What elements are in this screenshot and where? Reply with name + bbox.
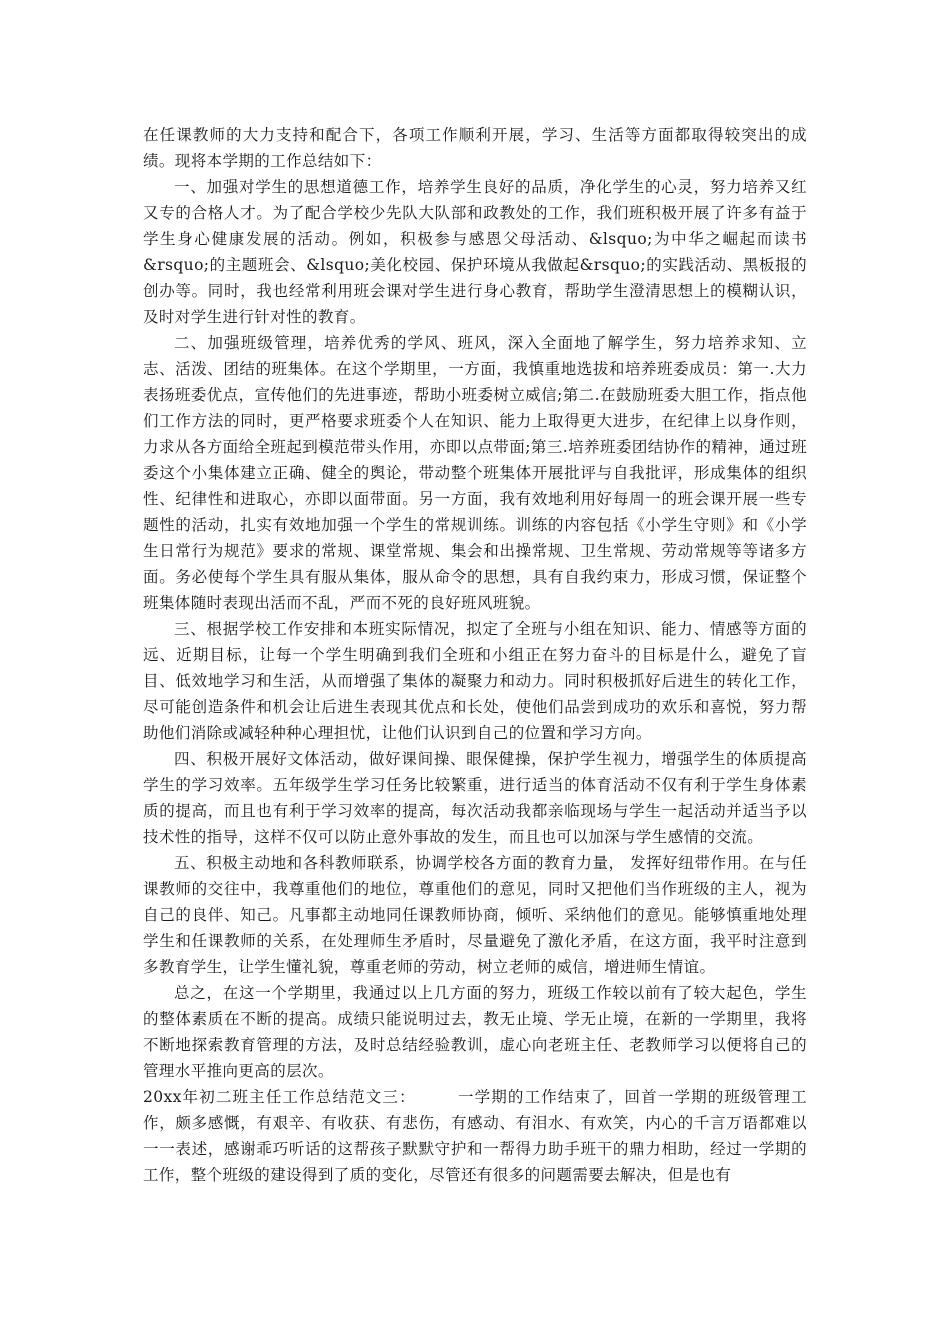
section-three-paragraph: 三、根据学校工作安排和本班实际情况，拟定了全班与小组在知识、能力、情感等方面的远、近期目标，让每一个学生明确到我们全班和小组正在努力奋斗的目标是什么，避免了盲目、低效地学习和生活，从而增强了集体的凝聚力和动力。同时积极抓好后进生的转化工作，尽可能创造条件和机会让后进生表现其优点和长处，使他们品尝到成功的欢乐和喜悦，努力帮助他们消除或减轻种种心理担忧，让他们认识到自己的位置和学习方向。 xyxy=(143,620,807,742)
section-one-paragraph: 一、加强对学生的思想道德工作，培养学生良好的品质，净化学生的心灵，努力培养又红又专的合格人才。为了配合学校少先队大队部和政教处的工作，我们班积极开展了许多有益于学生身心健康发展的活动。例如，积极参与感恩父母活动、&lsquo;为中华之崛起而读书&rsquo;的主题班会、&lsquo;美化校园、保护环境从我做起&rsquo;的实践活动、黑板报的创办等。同时，我也经常利用班会课对学生进行身心教育，帮助学生澄清思想上的模糊认识，及时对学生进行针对性的教育。 xyxy=(143,178,807,326)
summary-paragraph: 总之，在这一个学期里，我通过以上几方面的努力，班级工作较以前有了较大起色，学生的整体素质在不断的提高。成绩只能说明过去，教无止境、学无止境，在新的一学期里，我将不断地探索教育管理的方法，及时总结经验教训，虚心向老班主任、老教师学习以便将自己的管理水平推向更高的层次。 xyxy=(143,984,807,1080)
sample-three-paragraph: 20xx年初二班主任工作总结范文三： 一学期的工作结束了，回首一学期的班级管理工作，颇多感慨，有艰辛、有收获、有悲伤，有感动、有泪水、有欢笑，内心的千言万语都难以一一表述，感谢乖巧听话的这帮孩子默默守护和一帮得力助手班干的鼎力相助，经过一学期的工作，整个班级的建设得到了质的变化，尽管还有很多的问题需要去解决，但是也有 xyxy=(143,1088,807,1184)
section-five-paragraph: 五、积极主动地和各科教师联系，协调学校各方面的教育力量， 发挥好纽带作用。在与任课教师的交往中，我尊重他们的地位，尊重他们的意见，同时又把他们当作班级的主人，视为自己的良伴、知己。凡事都主动地同任课教师协商，倾听、采纳他们的意见。能够慎重地处理学生和任课教师的关系，在处理师生矛盾时，尽量避免了激化矛盾，在这方面，我平时注意到多教育学生，让学生懂礼貌，尊重老师的劳动，树立老师的威信，增进师生情谊。 xyxy=(143,854,807,976)
section-four-paragraph: 四、积极开展好文体活动，做好课间操、眼保健操，保护学生视力，增强学生的体质提高学生的学习效率。五年级学生学习任务比较繁重，进行适当的体育活动不仅有利于学生身体素质的提高，而且也有利于学习效率的提高，每次活动我都亲临现场与学生一起活动并适当予以技术性的指导，这样不仅可以防止意外事故的发生，而且也可以加深与学生感情的交流。 xyxy=(143,750,807,846)
intro-paragraph: 在任课教师的大力支持和配合下，各项工作顺利开展，学习、生活等方面都取得较突出的成绩。现将本学期的工作总结如下： xyxy=(143,126,807,170)
document-body xyxy=(143,122,807,1188)
section-two-paragraph: 二、加强班级管理，培养优秀的学风、班风，深入全面地了解学生，努力培养求知、立志、活泼、团结的班集体。在这个学期里，一方面，我慎重地选拔和培养班委成员：第一.大力表扬班委优点，宣传他们的先进事迹，帮助小班委树立威信;第二.在鼓励班委大胆工作，指点他们工作方法的同时，更严格要求班委个人在知识、能力上取得更大进步，在纪律上以身作则，力求从各方面给全班起到模范带头作用，亦即以点带面;第三.培养班委团结协作的精神，通过班委这个小集体建立正确、健全的舆论，带动整个班集体开展批评与自我批评，形成集体的组织性、纪律性和进取心，亦即以面带面。另一方面，我有效地利用好每周一的班会课开展一些专题性的活动，扎实有效地加强一个学生的常规训练。训练的内容包括《小学生守则》和《小学生日常行为规范》要求的常规、课堂常规、集会和出操常规、卫生常规、劳动常规等等诸多方面。务必使每个学生具有服从集体，服从命令的思想，具有自我约束力，形成习惯，保证整个班集体随时表现出活而不乱，严而不死的良好班风班貌。 xyxy=(143,334,807,612)
